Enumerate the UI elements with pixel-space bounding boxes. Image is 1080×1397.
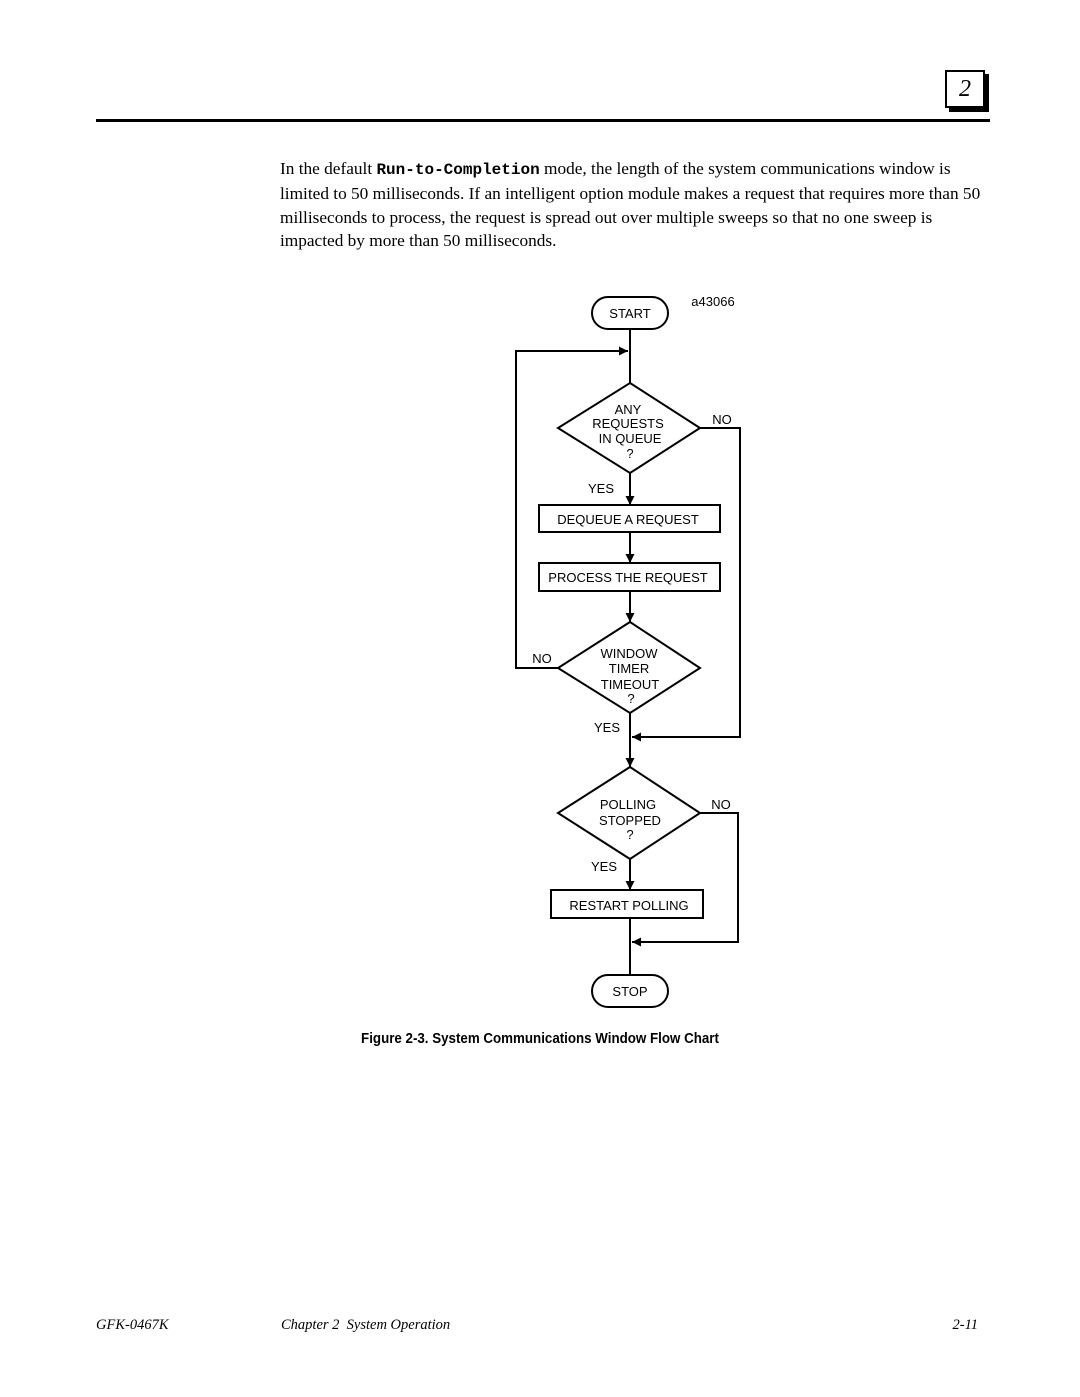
restart-polling-label: RESTART POLLING (569, 898, 689, 913)
stop-label: STOP (612, 984, 648, 999)
body-text-before: In the default (280, 159, 377, 178)
decision3-line2: STOPPED (599, 813, 661, 828)
decision3-yes-label: YES (590, 859, 618, 874)
decision2-line2: TIMER (608, 661, 650, 676)
decision1-yes-label: YES (587, 481, 615, 496)
mode-term: Run-to-Completion (376, 161, 540, 179)
decision2-yes-label: YES (593, 720, 621, 735)
decision1-line3: IN QUEUE (598, 431, 662, 446)
decision3-line1: POLLING (599, 797, 657, 812)
figure-id: a43066 (691, 294, 735, 309)
chapter-number: 2 (959, 75, 971, 102)
decision1-line4: ? (626, 446, 634, 461)
footer-doc-id: GFK-0467K (96, 1317, 169, 1333)
decision3-line3: ? (626, 827, 634, 842)
decision2-line4: ? (627, 691, 635, 706)
decision3-no-label: NO (711, 797, 731, 812)
decision2-no-label: NO (532, 651, 552, 666)
footer-page-number: 2-11 (952, 1317, 978, 1333)
body-text-after: mode, the length of the system communications window is limited to 50 milliseconds. If an intelligent option module makes a request that requires more than 50 milliseconds to process, the request is spread out over multiple sweeps so that no one sweep is impacted by more than 50 milliseconds. (280, 159, 981, 251)
figure-caption: Figure 2-3. System Communications Window Flow Chart (361, 1031, 719, 1047)
start-label: START (609, 306, 651, 321)
decision1-line1: ANY (614, 402, 642, 417)
decision1-no-label: NO (712, 412, 732, 427)
footer-chapter: Chapter 2 System Operation (281, 1317, 451, 1333)
dequeue-label: DEQUEUE A REQUEST (557, 512, 699, 527)
decision2-line3: TIMEOUT (600, 677, 660, 692)
decision1-line2: REQUESTS (592, 416, 664, 431)
process-label: PROCESS THE REQUEST (548, 570, 708, 585)
decision2-line1: WINDOW (600, 646, 658, 661)
